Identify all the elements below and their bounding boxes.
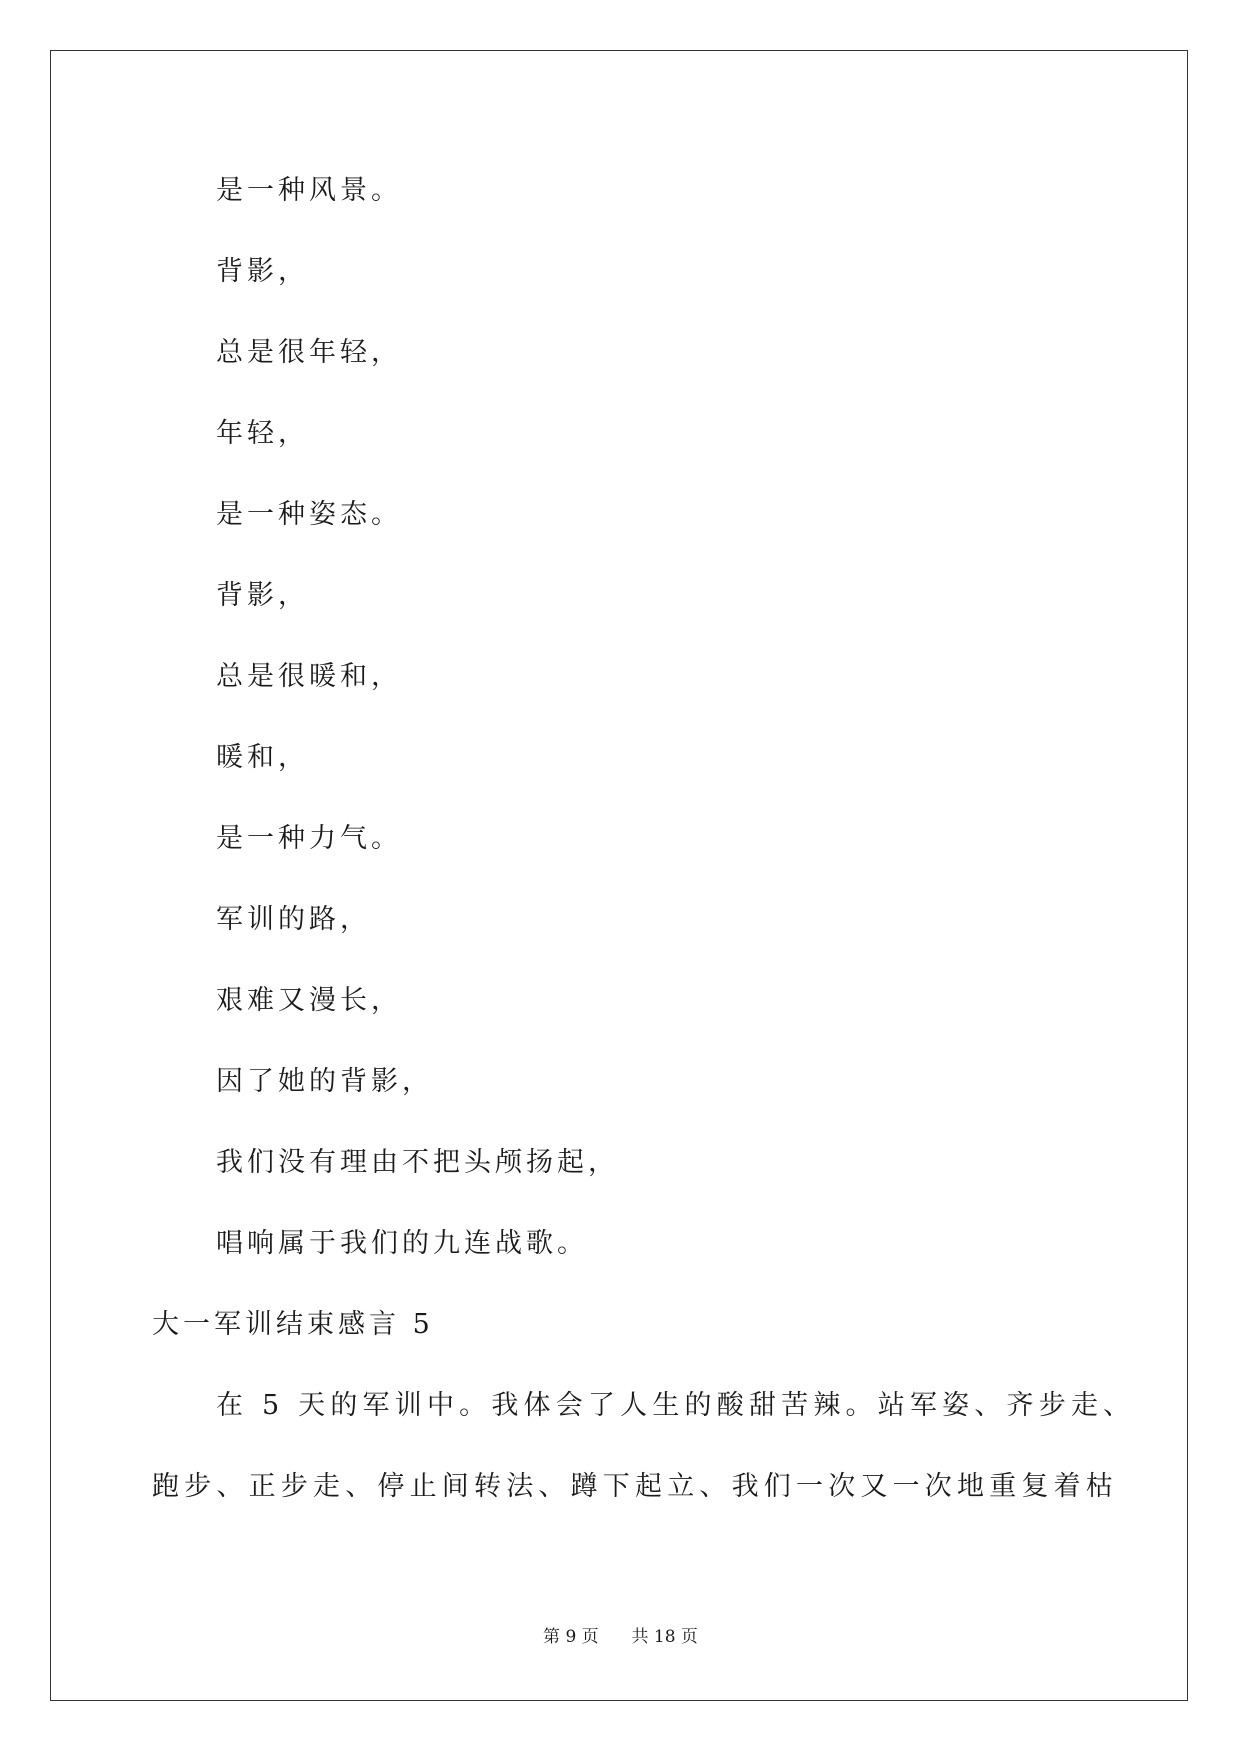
- paragraph-line: 在 5 天的军训中。我体会了人生的酸甜苦辣。站军姿、齐步走、: [216, 1390, 1136, 1421]
- poem-line: 总是很暖和，: [216, 661, 402, 692]
- poem-line: 因了她的背影，: [216, 1066, 433, 1097]
- poem-line: 暖和，: [216, 742, 309, 773]
- poem-line: 年轻，: [216, 418, 309, 449]
- poem-line: 背影，: [216, 256, 309, 287]
- poem-line: 是一种力气。: [216, 823, 402, 854]
- poem-line: 是一种姿态。: [216, 499, 402, 530]
- page-number: 第 9 页: [543, 1627, 599, 1647]
- poem-line: 唱响属于我们的九连战歌。: [216, 1228, 588, 1259]
- page-total: 共 18 页: [631, 1627, 698, 1647]
- page-footer: [0, 1626, 1241, 1648]
- poem-line: 是一种风景。: [216, 175, 402, 206]
- poem-line: 总是很年轻，: [216, 337, 402, 368]
- poem-line: 背影，: [216, 580, 309, 611]
- poem-line: 我们没有理由不把头颅扬起，: [216, 1147, 619, 1178]
- poem-line: 军训的路，: [216, 904, 371, 935]
- section-heading: 大一军训结束感言 5: [152, 1309, 434, 1340]
- page-border: [50, 50, 1188, 1701]
- poem-line: 艰难又漫长，: [216, 985, 402, 1016]
- paragraph-line: 跑步、正步走、停止间转法、蹲下起立、我们一次又一次地重复着枯: [152, 1471, 1118, 1502]
